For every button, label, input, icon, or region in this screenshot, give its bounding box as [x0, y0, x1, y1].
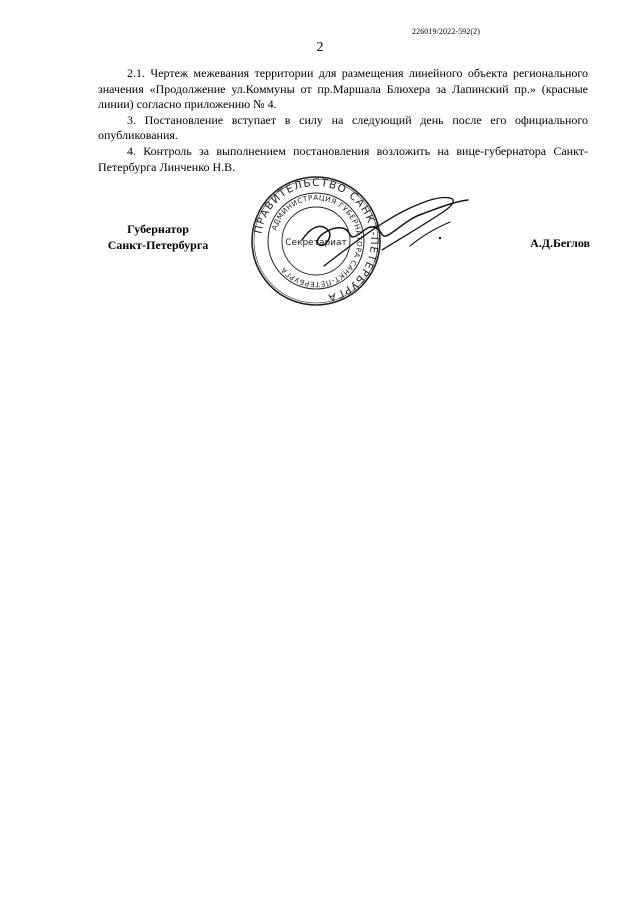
page-number: 2 [316, 40, 324, 55]
handwritten-signature [290, 178, 490, 273]
role-region: Санкт-Петербурга [107, 238, 209, 252]
signatory-role [98, 221, 218, 253]
paragraph-4: 4. Контроль за выполнением постановления возложить на вице-губернатора Санкт-Петербурга Линченко Н.В. [98, 143, 588, 174]
seal-center-text: Секретариат [285, 238, 347, 248]
seal-inner-text: АДМИНИСТРАЦИЯ ГУБЕРНАТОРА САНКТ-ПЕТЕРБУРГА [269, 192, 365, 290]
seal-outer-text: ПРАВИТЕЛЬСТВО САНКТ-ПЕТЕРБУРГА [252, 176, 381, 304]
signer-name: А.Д.Беглов [530, 236, 590, 250]
role-title: Губернатор [127, 222, 189, 236]
paragraph-2-1: 2.1. Чертеж межевания территории для размещения линейного объекта регионального значения «Продолжение ул.Коммуны от пр.Маршала Блюхера за Лапинский пр.» (красные линии) согласно приложению № 4. [98, 66, 588, 112]
document-number: 226019/2022-592(2) [412, 27, 481, 36]
paragraph-3: 3. Постановление вступает в силу на следующий день после его официального опубликования. [98, 112, 588, 143]
document-body [98, 66, 588, 175]
